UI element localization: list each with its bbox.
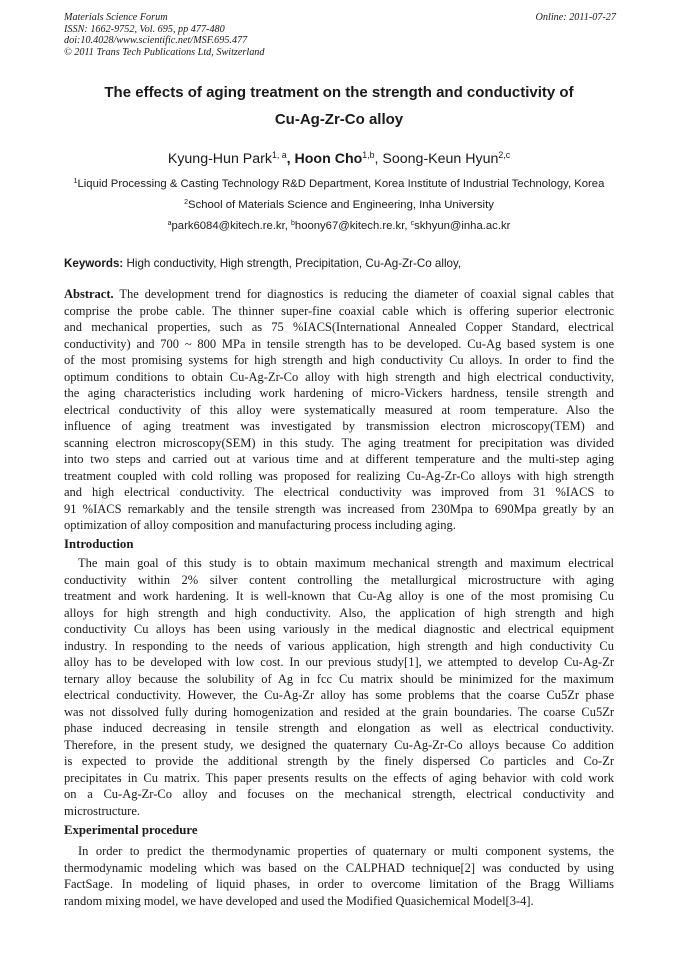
intro-line: precipitates in Cu matrix. This paper presents results on the effects of aging behavior with cold work bbox=[64, 770, 614, 785]
abstract-line: conductivity) and 700 ~ 800 MPa in tensile strength has to be developed. Cu-Ag based system is one bbox=[64, 336, 614, 351]
affiliation-1-text: Liquid Processing & Casting Technology R&D Department, Korea Institute of Industrial Technology, Korea bbox=[77, 178, 605, 190]
abstract-line: 91 %IACS remarkably and the tensile strength was increased from 230Mpa to 690Mpa greatly by an bbox=[64, 501, 614, 516]
affiliation-2-number: 2 bbox=[184, 199, 189, 207]
abstract-line: of the most promising systems for high strength and high conductivity Cu alloys. In order to find the bbox=[64, 353, 614, 367]
abstract-line: into two steps and carried out at various time and at different temperature and the multi-step aging bbox=[64, 452, 614, 466]
intro-line: on a Cu-Ag-Zr-Co alloy and focuses on the mechanical strength, electrical conductivity and bbox=[64, 787, 614, 801]
abstract-line: treatment coupled with cold rolling was proposed for realizing Cu-Ag-Zr-Co alloys with high strength bbox=[64, 468, 614, 483]
abstract-line: comprise the probe cable. The thinner super-fine coaxial cable which is offering superior electronic bbox=[64, 303, 614, 318]
affiliation-1-number: 1 bbox=[73, 178, 78, 186]
abstract-line: electrical conductivity of this alloy were systematically measured at room temperature. Also the bbox=[64, 402, 614, 417]
keywords-line bbox=[64, 257, 616, 271]
abstract-text: The development trend for diagnostics is reducing the diameter of coaxial signal cables that bbox=[113, 287, 614, 301]
intro-line: alloy has to be developed with low cost. In our previous study[1], we attempted to develop Cu-Ag-Zr bbox=[64, 655, 614, 669]
abstract-label: Abstract. bbox=[64, 287, 114, 301]
keywords-text: High conductivity, High strength, Precipitation, Cu-Ag-Zr-Co alloy, bbox=[123, 257, 462, 270]
abstract-line: and mechanical properties, such as 75 %IACS(International Annealed Copper Standard, electrical bbox=[64, 320, 614, 334]
intro-line: ternary alloy because the solubility of Ag in fcc Cu matrix should be minimized for the maximum bbox=[64, 671, 614, 686]
intro-line: conductivity within 2% silver content controlling the metallurgical microstructure with aging bbox=[64, 572, 614, 587]
affiliation-1 bbox=[64, 177, 614, 191]
email-b-marker: b bbox=[291, 220, 295, 228]
intro-line: is expected to provide the additional strength by the finely dispersed Co particles and Co-Zr bbox=[64, 754, 614, 768]
author-emails bbox=[64, 219, 614, 233]
email-a-marker: a bbox=[167, 220, 172, 228]
author-1: Kyung-Hun Park bbox=[167, 151, 272, 167]
author-3-affil: 2,c bbox=[498, 150, 511, 161]
intro-line: phase induced decreasing in tensile strength and elongation as well as electrical conductivity. bbox=[64, 721, 614, 735]
abstract-section bbox=[64, 286, 614, 534]
experimental-line: In order to predict the thermodynamic properties of quaternary or multi component systems, the bbox=[78, 844, 614, 858]
title-line-2: Cu-Ag-Zr-Co alloy bbox=[274, 111, 404, 128]
affiliation-2-text: School of Materials Science and Engineering, Inha University bbox=[188, 199, 494, 211]
email-c: skhyun@inha.ac.kr bbox=[414, 220, 511, 232]
publication-header bbox=[64, 12, 616, 58]
email-c-marker: c bbox=[410, 220, 415, 228]
issn-line: ISSN: 1662-9752, Vol. 695, pp 477-480 bbox=[64, 23, 225, 35]
author-1-affil: 1, a bbox=[271, 150, 287, 161]
online-date: Online: 2011-07-27 bbox=[535, 12, 616, 23]
intro-line: microstructure. bbox=[64, 803, 141, 818]
introduction-section bbox=[64, 555, 614, 819]
abstract-line: influence of aging treatment was investigated by transmission electron microscopy(TEM) and bbox=[64, 419, 614, 433]
email-a: park6084@kitech.re.kr, bbox=[171, 220, 291, 232]
copyright-line: © 2011 Trans Tech Publications Ltd, Switzerland bbox=[64, 46, 265, 58]
experimental-line: thermodynamic modeling which was based on the CALPHAD technique[2] was conducted by using bbox=[64, 860, 614, 875]
affiliation-2 bbox=[64, 198, 614, 212]
abstract-line bbox=[64, 286, 614, 303]
abstract-line: optimization of alloy composition and manufacturing process including aging. bbox=[64, 518, 456, 532]
intro-line: was not dissolved fully during homogenization and resided at the grain boundaries. The coarse Cu5Zr bbox=[64, 704, 614, 719]
intro-line: The main goal of this study is to obtain maximum mechanical strength and maximum electrical bbox=[78, 556, 614, 570]
doi-line: doi:10.4028/www.scientific.net/MSF.695.477 bbox=[64, 35, 248, 47]
paper-title bbox=[64, 79, 614, 133]
journal-name: Materials Science Forum bbox=[64, 12, 168, 23]
abstract-line: optimum conditions to obtain Cu-Ag-Zr-Co alloy with high strength and high electrical conductivity, bbox=[64, 369, 614, 384]
keywords-label: Keywords: bbox=[64, 257, 124, 270]
intro-line: Therefore, in the present study, we designed the quaternary Cu-Ag-Zr-Co alloys because Co addition bbox=[64, 737, 614, 752]
intro-line: industry. In responding to the needs of various application, high strength and high conductivity Cu bbox=[64, 638, 614, 653]
introduction-heading: Introduction bbox=[64, 537, 134, 551]
intro-line: conductivity Cu alloys has been using variously in the medical diagnostic and electrical equipment bbox=[64, 622, 614, 636]
experimental-heading: Experimental procedure bbox=[64, 823, 198, 837]
abstract-line: scanning electron microscopy(SEM) in this study. The aging treatment for precipitation was divided bbox=[64, 435, 614, 450]
email-b: hoony67@kitech.re.kr, bbox=[294, 220, 411, 232]
intro-line: alloys for high strength and high conductivity. Also, the application of high strength and high bbox=[64, 605, 614, 620]
author-2-affil: 1,b bbox=[362, 150, 375, 161]
author-3: , Soong-Keun Hyun bbox=[374, 151, 499, 167]
author-list bbox=[64, 150, 614, 168]
intro-line: treatment and work hardening. It is well-known that Cu-Ag alloy is one of the most promising Cu bbox=[64, 589, 614, 603]
title-line-1: The effects of aging treatment on the strength and conductivity of bbox=[104, 84, 574, 101]
abstract-line: and high electrical conductivity. The electrical conductivity was improved from 31 %IACS to bbox=[64, 485, 614, 499]
experimental-section bbox=[64, 843, 614, 909]
experimental-line: FactSage. In modeling of liquid phases, in order to overcome limitation of the Bragg Williams bbox=[64, 877, 614, 891]
author-2: , Hoon Cho bbox=[286, 151, 363, 167]
experimental-line: random mixing model, we have developed and used the Modified Quasichemical Model[3-4]. bbox=[64, 893, 534, 908]
intro-line: electrical conductivity. However, the Cu-Ag-Zr alloy has some problems that the coarse Cu5Zr phase bbox=[64, 688, 614, 702]
abstract-line: the aging characteristics including work hardening of micro-Vickers hardness, tensile strength and bbox=[64, 386, 614, 400]
